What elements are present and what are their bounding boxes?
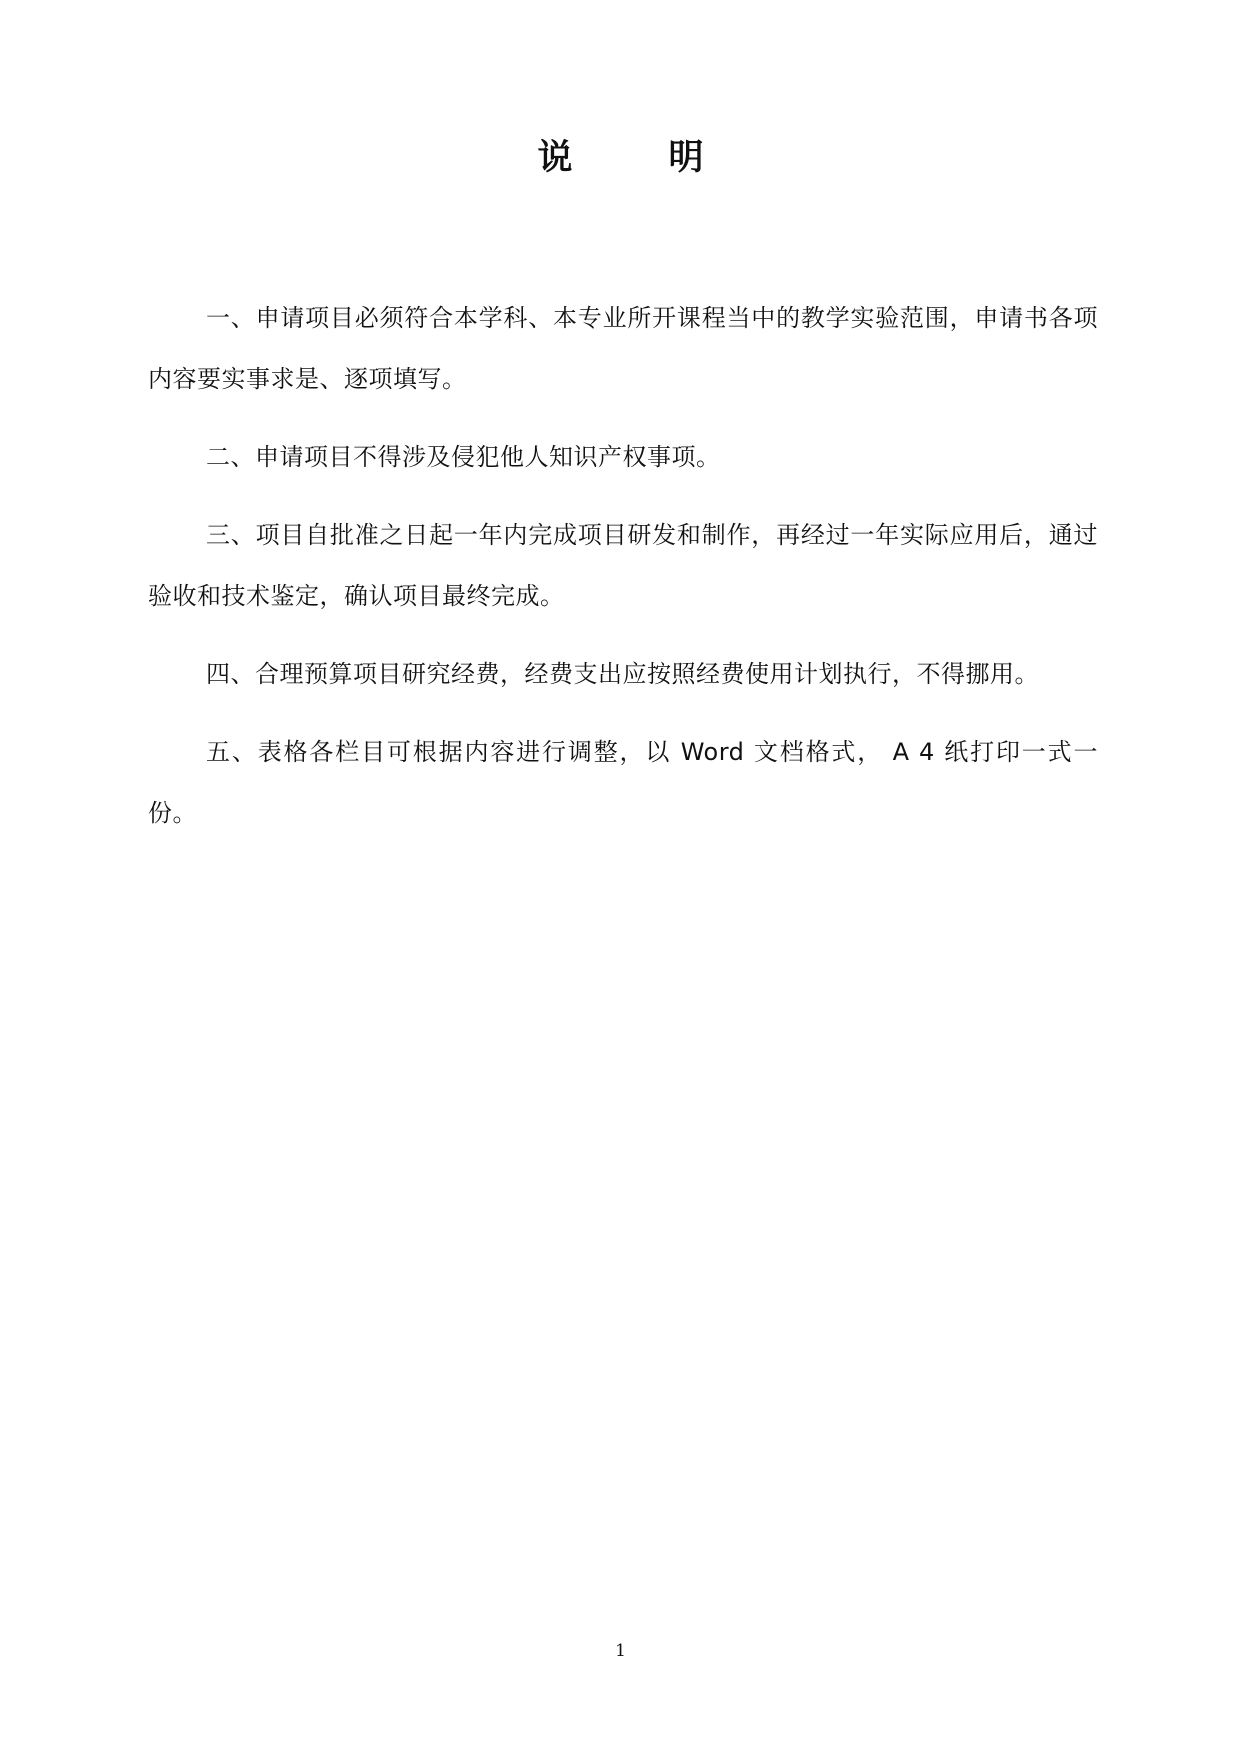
instruction-paragraph-5: 五、表格各栏目可根据内容进行调整，以 Word 文档格式， A 4 纸打印一式一份。 [148, 738, 1098, 827]
page-title [0, 136, 1241, 180]
page-title-part-2: 明 [668, 138, 704, 178]
page-number: 1 [615, 1641, 626, 1661]
instructions-body [148, 288, 1098, 861]
page-title-part-1: 说 [537, 138, 573, 178]
instruction-paragraph-1: 一、申请项目必须符合本学科、本专业所开课程当中的教学实验范围，申请书各项内容要实事求是、逐项填写。 [148, 304, 1098, 393]
instruction-paragraph-2: 二、申请项目不得涉及侵犯他人知识产权事项。 [206, 443, 721, 471]
instruction-paragraph-4: 四、合理预算项目研究经费，经费支出应按照经费使用计划执行，不得挪用。 [206, 660, 1039, 688]
instruction-paragraph-3: 三、项目自批准之日起一年内完成项目研发和制作，再经过一年实际应用后，通过验收和技术鉴定，确认项目最终完成。 [148, 521, 1098, 610]
